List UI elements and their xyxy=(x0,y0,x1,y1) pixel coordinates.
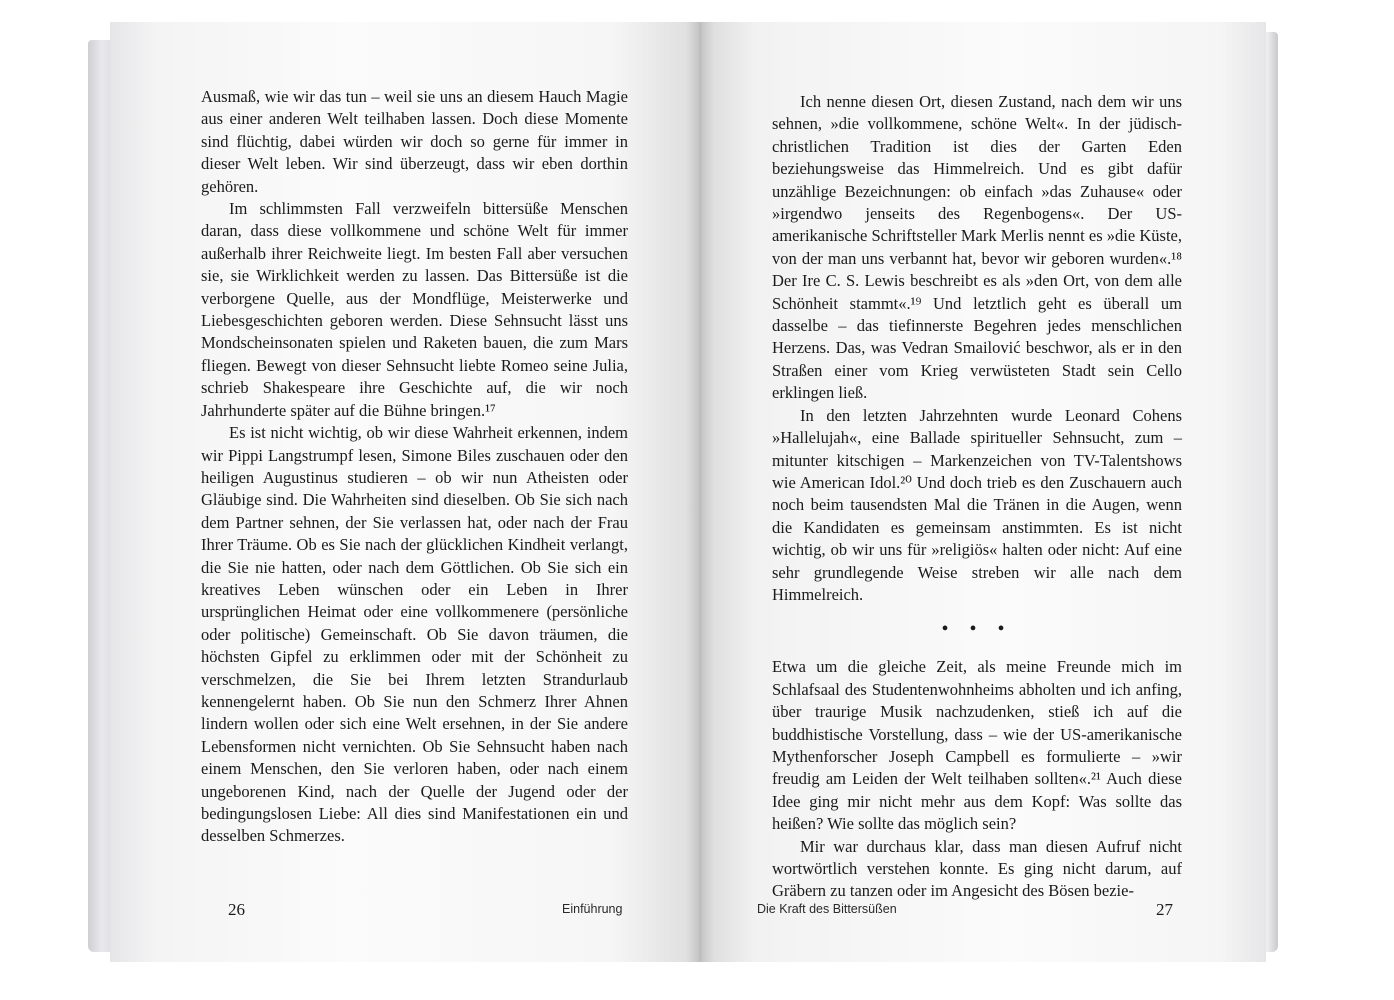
paragraph: In den letzten Jahrzehnten wurde Leonard Cohens »Hallelujah«, eine Ballade spiritueller Sehnsucht, zum – mitunter kitschigen – Markenzeichen von TV-Talentshows wie American Idol.²⁰ Und doch trieb es den Zuschauern auch noch beim tausendsten Mal die Tränen in die Augen, wenn die Kandidaten es gemeinsam anstimmten. Es ist nicht wichtig, ob wir uns für »religiös« halten oder nicht: Auf eine sehr grundlegende Weise streben wir alle nach dem Himmelreich. xyxy=(772,405,1182,604)
paragraph: Ausmaß, wie wir das tun – weil sie uns an diesem Hauch Magie aus einer anderen Welt teilhaben lassen. Doch diese Momente sind flüchtig, dabei würden wir doch so gerne für immer in dieser Welt leben. Wir sind überzeugt, dass wir eben dorthin gehören. xyxy=(201,87,628,196)
left-page-text xyxy=(201,86,628,848)
paragraph: Es ist nicht wichtig, ob wir diese Wahrheit erkennen, indem wir Pippi Langstrumpf lesen, Simone Biles zuschauen oder den heiligen Augustinus studieren – ob wir nun Atheisten oder Gläubige sind. Die Wahrheiten sind dieselben. Ob Sie sich nach dem Partner sehnen, der Sie verlassen hat, oder nach der Frau Ihrer Träume. Ob es Sie nach der glücklichen Kindheit verlangt, die Sie nie hatten, oder nach dem Göttlichen. Ob Sie sich ein kreatives Leben wünschen oder ein Leben in Ihrer ursprünglichen Heimat oder eine vollkommenere (persönliche oder politische) Gemeinschaft. Ob Sie davon träumen, die höchsten Gipfel zu erklimmen oder mit der Schönheit zu verschmelzen, die Sie bei Ihrem letzten Strandurlaub kennengelernt haben. Ob Sie nun den Schmerz Ihrer Ahnen lindern wollen oder sich eine Welt ersehnen, in der Sie andere Lebensformen nicht vernichten. Ob Sie Sehnsucht haben nach einem Menschen, den Sie verloren haben, oder nach einem ungeborenen Kind, nach der Quelle der Jugend oder der bedingungslosen Liebe: All dies sind Manifestationen ein und desselben Schmerzes. xyxy=(201,423,628,846)
page-number: 27 xyxy=(1156,900,1173,919)
paragraph: Ich nenne diesen Ort, diesen Zustand, nach dem wir uns sehnen, »die vollkommene, schöne Welt«. In der jüdisch-christlichen Tradition ist dies der Garten Eden beziehungsweise das Himmelreich. Und es gibt dafür unzählige Bezeichnungen: ob einfach »das Zuhause« oder »irgendwo jenseits des Regenbogens«. Der US-amerikanische Schriftsteller Mark Merlis nennt es »die Küste, von der man uns verbannt hat, bevor wir geboren wurden«.¹⁸ Der Ire C. S. Lewis beschreibt es als »den Ort, von dem alle Schönheit stammt«.¹⁹ Und letztlich geht es überall um dasselbe – das tiefinnerste Begehren jedes menschlichen Herzens. Das, was Vedran Smailović beschwor, als er in den Straßen einer vom Krieg verwüsteten Stadt sein Cello erklingen ließ. xyxy=(772,92,1182,403)
paragraph: Etwa um die gleiche Zeit, als meine Freunde mich im Schlafsaal des Studentenwohnheims abholten und ich anfing, über traurige Musik nachzudenken, stieß ich auf die buddhistische Vorstellung, dass – wie der US-amerikanische Mythenforscher Joseph Campbell es formulierte – »wir freudig am Leiden der Welt teilhaben sollten«.²¹ Auch diese Idee ging mir nicht mehr aus dem Kopf: Was sollte das heißen? Wie sollte das möglich sein? xyxy=(772,657,1182,834)
right-page-text xyxy=(772,91,1182,903)
paragraph: Im schlimmsten Fall verzweifeln bittersüße Menschen daran, dass diese vollkommene und schöne Welt für immer außerhalb ihrer Reichweite liegt. Im besten Fall aber versuchen sie, sie Wirklichkeit werden zu lassen. Das Bittersüße ist die verborgene Quelle, aus der Mondflüge, Meisterwerke und Liebesgeschichten geboren werden. Diese Sehnsucht lässt uns Mondscheinsonaten spielen und Raketen bauen, die zum Mars fliegen. Bewegt von dieser Sehnsucht liebte Romeo seine Julia, schrieb Shakespeare ihre Geschichte auf, die wir noch Jahrhunderte später auf die Bühne bringen.¹⁷ xyxy=(201,199,628,420)
left-page xyxy=(110,22,700,962)
paragraph: Mir war durchaus klar, dass man diesen Aufruf nicht wortwörtlich verstehen konnte. Es ging nicht darum, auf Gräbern zu tanzen oder im Angesicht des Bösen bezie- xyxy=(772,836,1182,901)
running-head: Einführung xyxy=(562,902,623,916)
section-break: • • • xyxy=(941,618,1013,641)
right-page xyxy=(700,22,1266,962)
book-gutter-shadow xyxy=(686,22,714,962)
running-head: Die Kraft des Bittersüßen xyxy=(757,902,897,916)
page-number: 26 xyxy=(228,900,245,919)
